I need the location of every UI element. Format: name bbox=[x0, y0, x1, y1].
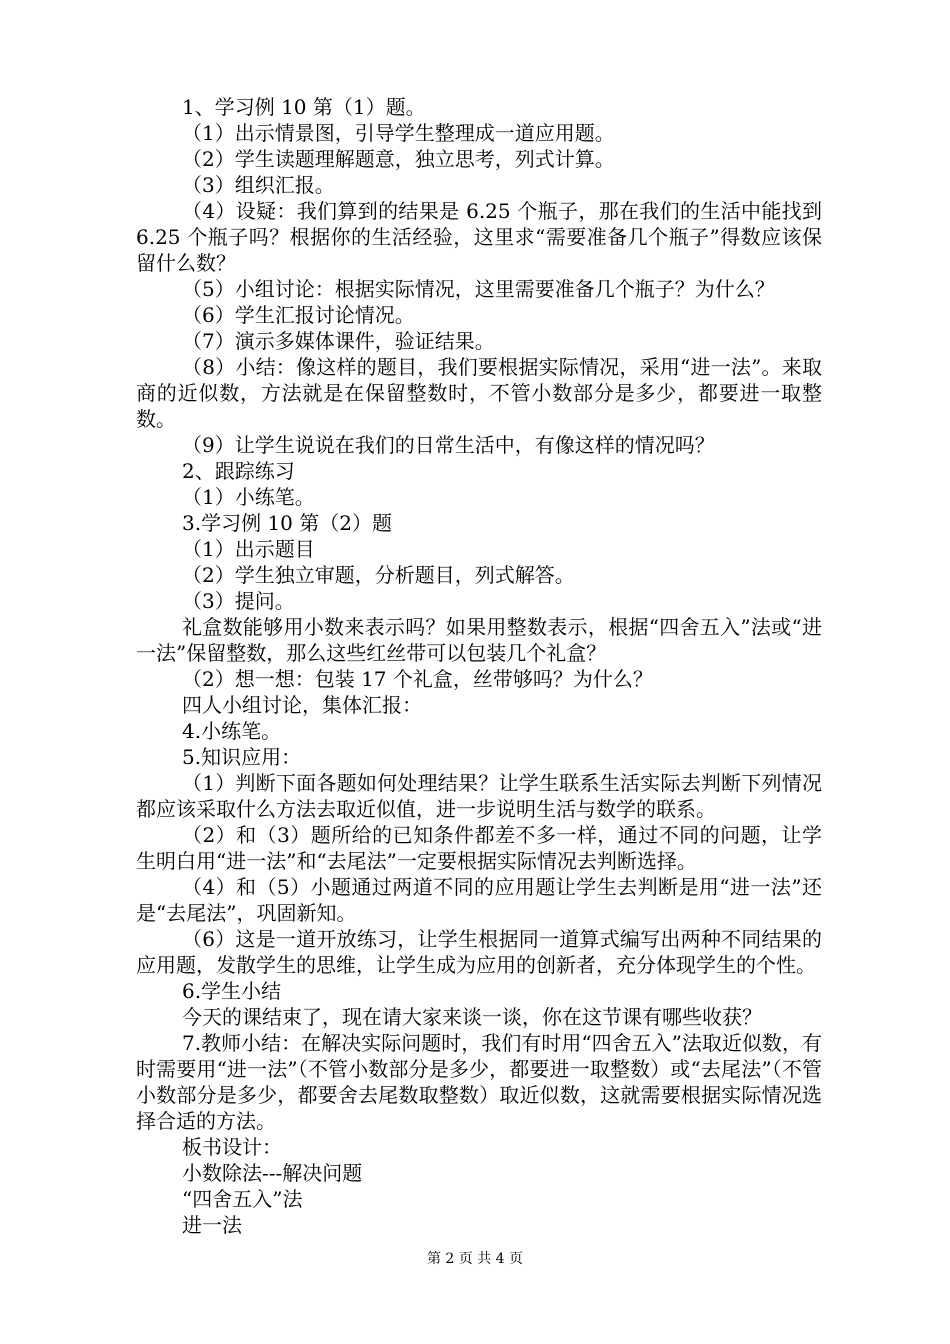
paragraph: （2）和（3）题所给的已知条件都差不多一样，通过不同的问题，让学生明白用“进一法”和“去尾法”一定要根据实际情况去判断选择。 bbox=[136, 823, 822, 873]
paragraph: （3）组织汇报。 bbox=[182, 173, 335, 197]
paragraph: （1）出示题目 bbox=[182, 537, 315, 561]
section-heading: 板书设计： bbox=[182, 1135, 282, 1159]
section-heading: 2、跟踪练习 bbox=[182, 459, 295, 483]
document-body bbox=[136, 94, 822, 1238]
paragraph: （2）学生独立审题，分析题目，列式解答。 bbox=[182, 563, 575, 587]
section-heading: 5.知识应用： bbox=[182, 745, 302, 769]
paragraph: （6）学生汇报讨论情况。 bbox=[182, 303, 415, 327]
paragraph: 1、学习例 10 第（1）题。 bbox=[182, 95, 426, 119]
paragraph: （1）出示情景图，引导学生整理成一道应用题。 bbox=[182, 121, 615, 145]
section-heading: 6.学生小结 bbox=[182, 979, 282, 1003]
paragraph: （9）让学生说说在我们的日常生活中，有像这样的情况吗？ bbox=[182, 433, 715, 457]
paragraph: （1）小练笔。 bbox=[182, 485, 315, 509]
paragraph: （2）想一想：包装 17 个礼盒，丝带够吗？为什么？ bbox=[182, 667, 653, 691]
paragraph: （1）判断下面各题如何处理结果？让学生联系生活实际去判断下列情况都应该采取什么方法去取近似值，进一步说明生活与数学的联系。 bbox=[136, 771, 822, 821]
paragraph: （8）小结：像这样的题目，我们要根据实际情况，采用“进一法”。来取商的近似数，方法就是在保留整数时，不管小数部分是多少，都要进一取整数。 bbox=[136, 355, 822, 431]
paragraph: 四人小组讨论，集体汇报： bbox=[182, 693, 422, 717]
paragraph: 进一法 bbox=[182, 1213, 242, 1237]
paragraph: （2）学生读题理解题意，独立思考，列式计算。 bbox=[182, 147, 615, 171]
paragraph: （4）和（5）小题通过两道不同的应用题让学生去判断是用“进一法”还是“去尾法”，巩固新知。 bbox=[136, 875, 822, 925]
paragraph: （4）设疑：我们算到的结果是 6.25 个瓶子，那在我们的生活中能找到 6.25 个瓶子吗？根据你的生活经验，这里求“需要准备几个瓶子”得数应该保留什么数？ bbox=[136, 199, 822, 275]
paragraph: “四舍五入”法 bbox=[182, 1187, 303, 1211]
paragraph: 小数除法---解决问题 bbox=[182, 1161, 363, 1185]
paragraph: （3）提问。 bbox=[182, 589, 295, 613]
paragraph: 今天的课结束了，现在请大家来谈一谈，你在这节课有哪些收获？ bbox=[182, 1005, 762, 1029]
paragraph: （6）这是一道开放练习，让学生根据同一道算式编写出两种不同结果的应用题，发散学生的思维，让学生成为应用的创新者，充分体现学生的个性。 bbox=[136, 927, 822, 977]
section-heading: 4.小练笔。 bbox=[182, 719, 282, 743]
paragraph: 礼盒数能够用小数来表示吗？如果用整数表示，根据“四舍五入”法或“进一法”保留整数，那么这些红丝带可以包装几个礼盒？ bbox=[136, 615, 822, 665]
paragraph: （7）演示多媒体课件，验证结果。 bbox=[182, 329, 495, 353]
page-footer: 第 2 页 共 4 页 bbox=[426, 1251, 524, 1267]
section-heading: 3.学习例 10 第（2）题 bbox=[182, 511, 392, 535]
paragraph: 7.教师小结：在解决实际问题时，我们有时用“四舍五入”法取近似数，有时需要用“进一法”（不管小数部分是多少，都要进一取整数）或“去尾法”（不管小数部分是多少，都要舍去尾数取整数）取近似数，这就需要根据实际情况选择合适的方法。 bbox=[136, 1031, 822, 1133]
paragraph: （5）小组讨论：根据实际情况，这里需要准备几个瓶子？为什么？ bbox=[182, 277, 775, 301]
